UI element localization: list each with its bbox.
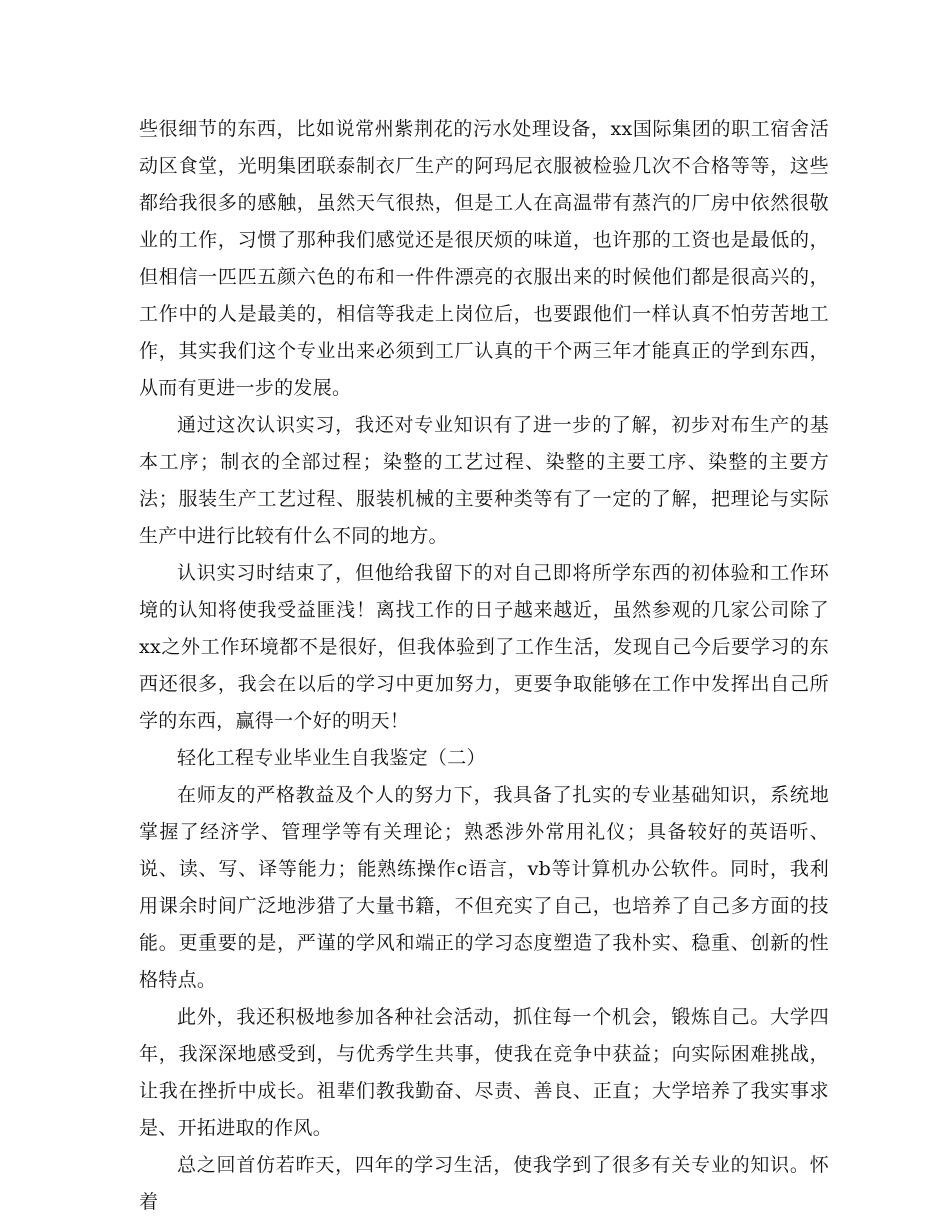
- body-paragraph-1: 些很细节的东西，比如说常州紫荆花的污水处理设备，xx国际集团的职工宿舍活动区食堂，光明集团联泰制衣厂生产的阿玛尼衣服被检验几次不合格等等，这些都给我很多的感触，虽然天气很热，但是工人在高温带有蒸汽的厂房中依然很敬业的工作，习惯了那种我们感觉还是很厌烦的味道，也许那的工资也是最低的，但相信一匹匹五颜六色的布和一件件漂亮的衣服出来的时候他们都是很高兴的，工作中的人是最美的，相信等我走上岗位后，也要跟他们一样认真不怕劳苦地工作，其实我们这个专业出来必须到工厂认真的干个两三年才能真正的学到东西，从而有更进一步的发展。: [139, 118, 829, 399]
- document-body: [139, 111, 829, 1221]
- section-heading: 轻化工程专业毕业生自我鉴定（二）: [177, 747, 486, 769]
- body-paragraph-6: 总之回首仿若昨天，四年的学习生活，使我学到了很多有关专业的知识。怀着: [139, 1154, 829, 1213]
- body-paragraph-4: 在师友的严格教益及个人的努力下，我具备了扎实的专业基础知识，系统地掌握了经济学、管理学等有关理论；熟悉涉外常用礼仪；具备较好的英语听、说、读、写、译等能力；能熟练操作c语言，vb等计算机办公软件。同时，我利用课余时间广泛地涉猎了大量书籍，不但充实了自己，也培养了自己多方面的技能。更重要的是，严谨的学风和端正的学习态度塑造了我朴实、稳重、创新的性格特点。: [139, 784, 829, 991]
- body-paragraph-3: 认识实习时结束了，但他给我留下的对自己即将所学东西的初体验和工作环境的认知将使我受益匪浅！离找工作的日子越来越近，虽然参观的几家公司除了xx之外工作环境都不是很好，但我体验到了工作生活，发现自己今后要学习的东西还很多，我会在以后的学习中更加努力，更要争取能够在工作中发挥出自己所学的东西，赢得一个好的明天！: [139, 562, 829, 732]
- body-paragraph-2: 通过这次认识实习，我还对专业知识有了进一步的了解，初步对布生产的基本工序；制衣的全部过程；染整的工艺过程、染整的主要工序、染整的主要方法；服装生产工艺过程、服装机械的主要种类等有了一定的了解，把理论与实际生产中进行比较有什么不同的地方。: [139, 414, 829, 547]
- body-paragraph-5: 此外，我还积极地参加各种社会活动，抓住每一个机会，锻炼自己。大学四年，我深深地感受到，与优秀学生共事，使我在竞争中获益；向实际困难挑战，让我在挫折中成长。祖辈们教我勤奋、尽责、善良、正直；大学培养了我实事求是、开拓进取的作风。: [139, 1006, 829, 1139]
